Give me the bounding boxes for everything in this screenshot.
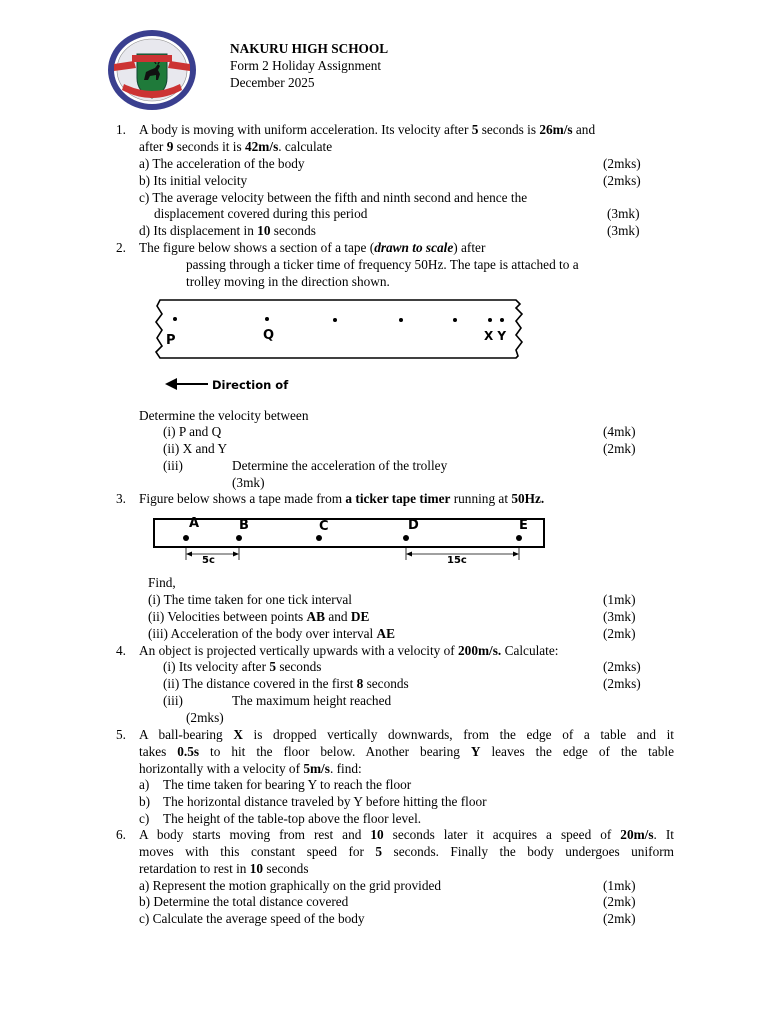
marks-label: (4mk) xyxy=(603,424,636,439)
tape-dot xyxy=(516,535,522,541)
sub-question-d: d) Its displacement in 10 seconds xyxy=(139,223,316,238)
tape-dot xyxy=(183,535,189,541)
question-number: 6. xyxy=(116,827,126,842)
tape-dot xyxy=(500,318,504,322)
question-number: 1. xyxy=(116,122,126,137)
sub-question-b-label: b) xyxy=(139,794,151,809)
point-label-xy: X Y xyxy=(484,329,507,343)
tape-dot xyxy=(265,317,269,321)
question-number: 5. xyxy=(116,727,126,742)
question-text-line: passing through a ticker time of frequency 50Hz. The tape is attached to a xyxy=(186,257,579,272)
question-text-line: An object is projected vertically upwards with a velocity of 200m/s. Calculate: xyxy=(139,643,559,658)
sub-question-iii-number: (iii) xyxy=(163,458,183,473)
point-label-d: D xyxy=(408,518,419,533)
sub-question-ii: (ii) Velocities between points AB and DE xyxy=(148,609,370,624)
sub-question-iii: (iii) Acceleration of the body over interval AE xyxy=(148,626,396,641)
point-label-c: C xyxy=(319,519,329,534)
question-text-line: trolley moving in the direction shown. xyxy=(186,274,390,289)
sub-question-c: The height of the table-top above the floor level. xyxy=(163,811,422,826)
marks-label: (3mk) xyxy=(603,609,636,624)
question-text-line: A ball-bearing X is dropped vertically downwards, from the edge of a table and it xyxy=(139,727,674,742)
question-number: 4. xyxy=(116,643,126,658)
tape-dot xyxy=(453,318,457,322)
question-text-line: after 9 seconds it is 42m/s. calculate xyxy=(139,139,333,154)
marks-label: (3mk) xyxy=(607,206,640,221)
assignment-title: Form 2 Holiday Assignment xyxy=(230,58,382,73)
sub-question-i: (i) Its velocity after 5 seconds xyxy=(163,659,322,674)
marks-label: (2mk) xyxy=(603,894,636,909)
marks-label: (2mks) xyxy=(603,659,641,674)
question-text-line: Determine the velocity between xyxy=(139,408,309,423)
question-text-line: A body is moving with uniform acceleration. Its velocity after 5 seconds is 26m/s and xyxy=(139,122,596,137)
assignment-date: December 2025 xyxy=(230,75,315,90)
sub-question-a-label: a) xyxy=(139,777,150,792)
find-label: Find, xyxy=(148,575,176,590)
question-number: 2. xyxy=(116,240,126,255)
question-text-line: A body starts moving from rest and 10 seconds later it acquires a speed of 20m/s. It xyxy=(139,827,674,842)
school-name: NAKURU HIGH SCHOOL xyxy=(230,41,389,56)
sub-question-a: a) The acceleration of the body xyxy=(139,156,305,171)
question-text-line: moves with this constant speed for 5 seconds. Finally the body undergoes uniform xyxy=(139,844,674,859)
sub-question-a: The time taken for bearing Y to reach the floor xyxy=(163,777,412,792)
question-text-line: horizontally with a velocity of 5m/s. find: xyxy=(139,761,362,776)
marks-label: (2mks) xyxy=(603,156,641,171)
marks-label: (1mk) xyxy=(603,592,636,607)
sub-question-b: b) Its initial velocity xyxy=(139,173,248,188)
question-text-line: takes 0.5s to hit the floor below. Another bearing Y leaves the edge of the table xyxy=(139,744,674,759)
sub-question-i: (i) The time taken for one tick interval xyxy=(148,592,352,607)
point-label-p: P xyxy=(166,333,176,348)
marks-label: (3mk) xyxy=(232,475,265,490)
sub-question-iii: The maximum height reached xyxy=(232,693,392,708)
question-text-line: retardation to rest in 10 seconds xyxy=(139,861,309,876)
sub-question-c-cont: displacement covered during this period xyxy=(154,206,368,221)
question-text-line: The figure below shows a section of a tape (drawn to scale) after xyxy=(139,240,486,255)
sub-question-b: b) Determine the total distance covered xyxy=(139,894,349,909)
sub-question-c: c) Calculate the average speed of the body xyxy=(139,911,365,926)
ticker-tape-diagram-1 xyxy=(150,294,535,364)
marks-label: (2mks) xyxy=(603,676,641,691)
tape-dot xyxy=(399,318,403,322)
dimension-label: 5c xyxy=(202,555,215,564)
arrow-left-icon xyxy=(164,376,210,392)
marks-label: (3mk) xyxy=(607,223,640,238)
dimension-label: 15c xyxy=(447,555,467,564)
tape-dot xyxy=(403,535,409,541)
sub-question-i: (i) P and Q xyxy=(163,424,222,439)
point-label-a: A xyxy=(189,516,200,531)
marks-label: (1mk) xyxy=(603,878,636,893)
question-text-line: Figure below shows a tape made from a ticker tape timer running at 50Hz. xyxy=(139,491,545,506)
marks-label: (2mk) xyxy=(603,441,636,456)
school-crest-logo xyxy=(106,28,198,112)
marks-label: (2mks) xyxy=(603,173,641,188)
sub-question-iii: Determine the acceleration of the trolley xyxy=(232,458,448,473)
point-label-b: B xyxy=(239,518,249,533)
tape-dot xyxy=(333,318,337,322)
marks-label: (2mk) xyxy=(603,911,636,926)
point-label-q: Q xyxy=(263,328,275,343)
marks-label: (2mk) xyxy=(603,626,636,641)
tape-dot xyxy=(236,535,242,541)
marks-label: (2mks) xyxy=(186,710,224,725)
document-header xyxy=(230,40,388,91)
sub-question-b: The horizontal distance traveled by Y before hitting the floor xyxy=(163,794,487,809)
direction-label: Direction of xyxy=(212,378,289,392)
tape-dot xyxy=(316,535,322,541)
sub-question-c: c) The average velocity between the fifth and ninth second and hence the xyxy=(139,190,528,205)
sub-question-iii-number: (iii) xyxy=(163,693,183,708)
sub-question-c-label: c) xyxy=(139,811,150,826)
sub-question-a: a) Represent the motion graphically on the grid provided xyxy=(139,878,442,893)
tape-dot xyxy=(173,317,177,321)
sub-question-ii: (ii) The distance covered in the first 8 seconds xyxy=(163,676,409,691)
question-number: 3. xyxy=(116,491,126,506)
sub-question-ii: (ii) X and Y xyxy=(163,441,228,456)
tape-dot xyxy=(488,318,492,322)
point-label-e: E xyxy=(519,518,528,533)
